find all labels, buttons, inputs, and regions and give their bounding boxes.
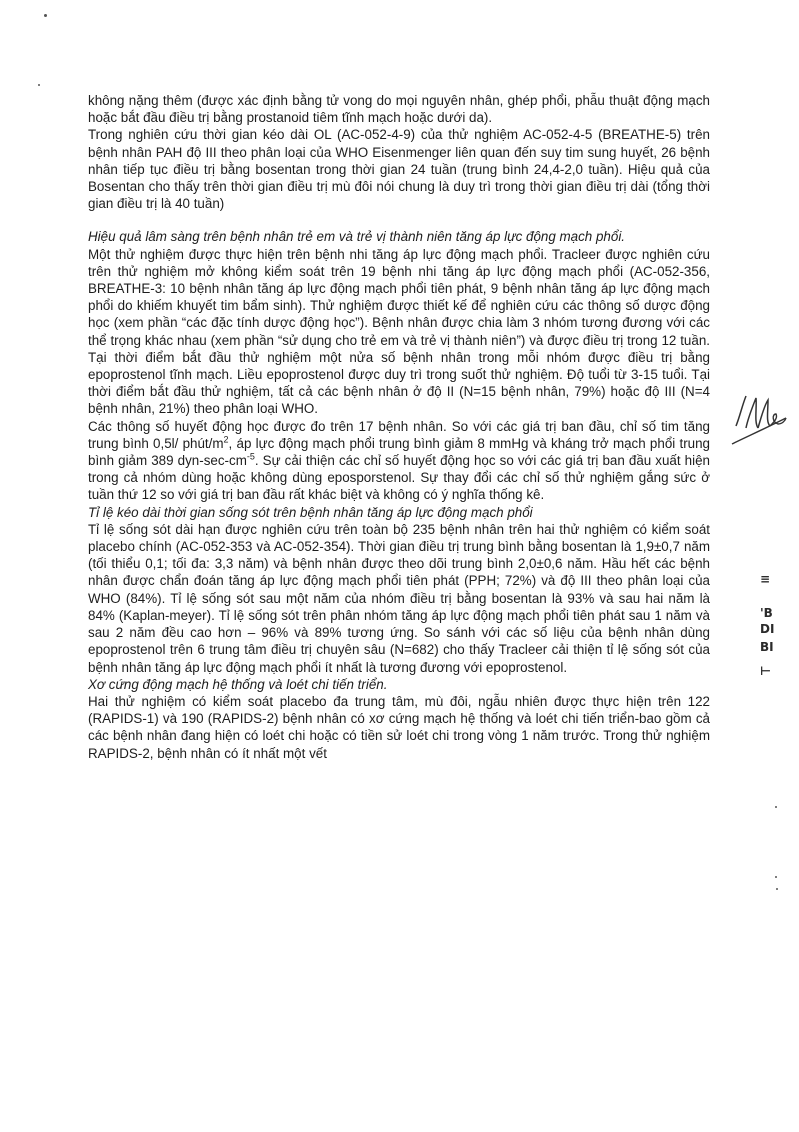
- scan-speck: [776, 888, 778, 890]
- paragraph-pediatric-trial: Một thử nghiệm được thực hiện trên bệnh nhi tăng áp lực động mạch phổi. Tracleer được nghiên cứu trên thử nghiệm mở không kiểm soát trên 19 bệnh nhi tăng áp lực động mạch phổi (AC-052-356, BREATHE-3: 10 bệnh nhân tăng áp lực động mạch phổi tiên phát, 9 bệnh nhân tăng áp lực động mạch phổi do khiếm khuyết tim bẩm sinh). Thử nghiệm được thiết kế để nghiên cứu các thông số dược động học (xem phần “các đặc tính dược động học”). Bệnh nhân được chia làm 3 nhóm tương đương với các thể trọng khác nhau (xem phần “sử dụng cho trẻ em và trẻ vị thành niên”) và được điều trị trong 12 tuần. Tại thời điểm bắt đầu thử nghiệm một nửa số bệnh nhân trong mỗi nhóm được điều trị bằng epoprostenol tĩnh mạch. Liều epoprostenol được duy trì trong suốt thử nghiệm. Độ tuổi từ 3-15 tuổi. Tại thời điểm bắt đầu thử nghiệm, tất cả các bệnh nhân ở độ II (N=15 bệnh nhân, 79%) hoặc độ III (N=4 bệnh nhân, 21%) theo phân loại WHO.: [88, 246, 710, 417]
- paragraph-rapids-trials: Hai thử nghiệm có kiểm soát placebo đa trung tâm, mù đôi, ngẫu nhiên được thực hiện trên 122 (RAPIDS-1) và 190 (RAPIDS-2) bệnh nhân có xơ cứng mạch hệ thống và loét chi tiến triển-bao gồm cả các bệnh nhân đang hiện có loét chi hoặc có tiền sử loét chi trong vòng 1 năm trước. Trong thử nghiệm RAPIDS-2, bệnh nhân có ít nhất một vết: [88, 693, 710, 761]
- section-heading-systemic-sclerosis: Xơ cứng động mạch hệ thống và loét chi tiến triển.: [88, 676, 388, 692]
- paragraph-long-term-survival: Tỉ lệ sống sót dài hạn được nghiên cứu trên toàn bộ 235 bệnh nhân trên hai thử nghiệm có kiểm soát placebo chính (AC-052-353 và AC-052-354). Thời gian điều trị trung bình bằng bosentan là 1,9±0,7 năm (tối thiểu 0,1; tối đa: 3,3 năm) và bệnh nhân được theo dõi trung bình 2,0±0,6 năm. Hầu hết các bệnh nhân được chẩn đoán tăng áp lực động mạch phổi tiên phát (PPH; 72%) và độ III theo phân loại của WHO (84%). Tỉ lệ sống sót sau một năm của nhóm điều trị bằng bosentan là 93% và sau hai năm là 84% (Kaplan-meyer). Tỉ lệ sống sót trên phân nhóm tăng áp lực động mạch phổi tiên phát sau 1 năm và sau 2 năm đều cao hơn – 96% và 89% tương ứng. So sánh với các số liệu của bệnh nhân dùng epoprostenol trên 6 trung tâm điều trị chuyên sâu (N=682) cho thấy Tracleer cải thiện tỉ lệ sống sót của bệnh nhân tăng áp lực động mạch phổi ít nhất là tương đương với epoprostenol.: [88, 521, 710, 675]
- superscript-minus-five: -5: [246, 451, 255, 462]
- superscript-squared: 2: [223, 434, 229, 445]
- scan-speck: [38, 84, 40, 86]
- hemodynamics-text-c: . Sự cải thiện các chỉ số huyết động học so với các giá trị ban đầu xuất hiện trong cả nhóm dùng hoặc không dùng eposporstenol. Sự thay đổi các chỉ số thử nghiệm gắng sức ở tuần thứ 12 so với giá trị ban đầu rất khác biệt và không có ý nghĩa thống kê.: [88, 453, 710, 503]
- section-heading-pediatric: Hiệu quả lâm sàng trên bệnh nhân trẻ em và trẻ vị thành niên tăng áp lực động mạch phổi.: [88, 229, 626, 245]
- handwritten-signature: [728, 388, 790, 452]
- hemodynamics-text-a: Các thông số huyết động học được đo trên 17 bệnh nhân. So với các giá trị ban đầu, chỉ số tim tăng trung bình 0,5l/ phút/m: [88, 418, 710, 451]
- document-body: [88, 92, 710, 762]
- paragraph-breathe5-extension: Trong nghiên cứu thời gian kéo dài OL (AC-052-4-9) của thử nghiệm AC-052-4-5 (BREATHE-5) trên bệnh nhân PAH độ III theo phân loại của WHO Eisenmenger liên quan đến suy tim sung huyết, 26 bệnh nhân tiếp tục điều trị bằng bosentan trong thời gian 24 tuần (trung bình 24,4-2,0 tuần). Hiệu quả của Bosentan cho thấy trên thời gian điều trị mù đôi nói chung là duy trì trong thời gian điều trị dài (tổng thời gian điều trị là 40 tuần): [88, 127, 710, 212]
- margin-mark: 'B: [760, 606, 773, 620]
- hemodynamics-text-b: , áp lực động mạch phổi trung bình giảm 8 mmHg và kháng trở mạch phổi trung bình giảm 389 dyn-sec-cm: [88, 435, 710, 469]
- paragraph-endpoint-definition: không nặng thêm (được xác định bằng tử vong do mọi nguyên nhân, ghép phổi, phẫu thuật động mạch hoặc bắt đầu điều trị bằng prostanoid tiêm tĩnh mạch hoặc dưới da).: [88, 93, 710, 126]
- margin-mark: DI: [760, 622, 775, 636]
- margin-mark: ≡: [760, 572, 771, 586]
- section-heading-survival: Tỉ lệ kéo dài thời gian sống sót trên bệnh nhân tăng áp lực động mạch phổi: [88, 504, 533, 520]
- margin-mark: ⊢: [760, 664, 771, 678]
- scan-speck: [44, 14, 47, 17]
- margin-mark: BI: [760, 640, 774, 654]
- paragraph-hemodynamics: [88, 418, 710, 504]
- scan-speck: [775, 876, 777, 878]
- scan-speck: [775, 806, 777, 808]
